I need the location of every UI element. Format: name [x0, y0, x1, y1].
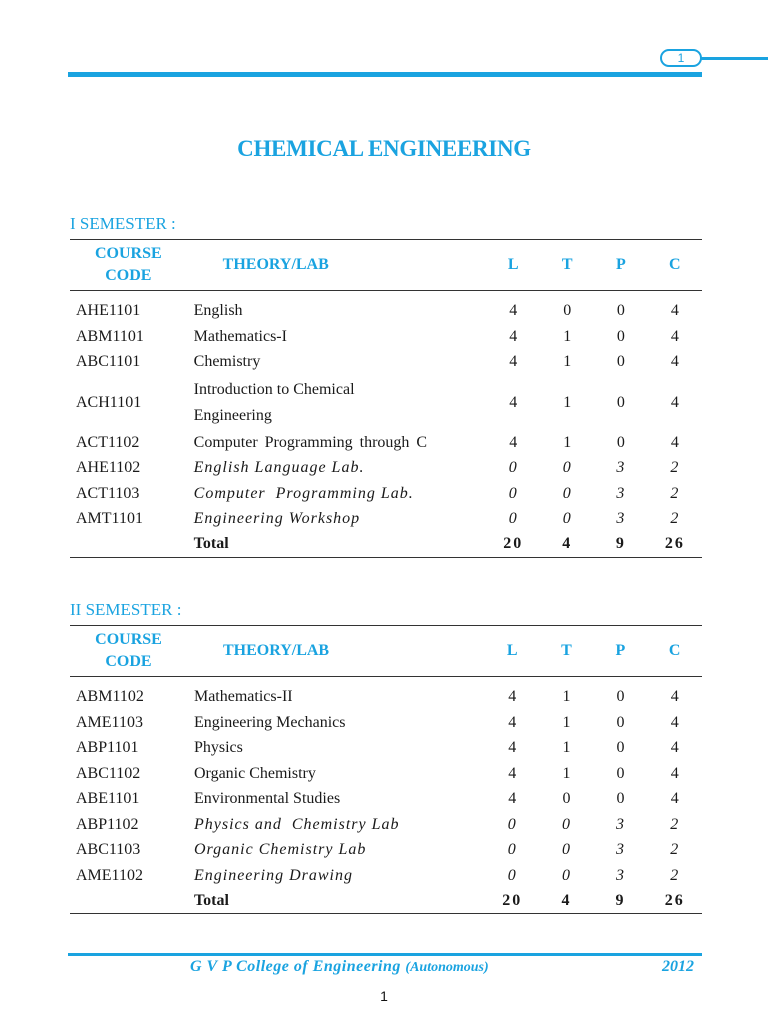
- semester-1-label: I SEMESTER :: [70, 214, 176, 233]
- footer-rule: [68, 953, 702, 956]
- header-rule: [68, 72, 702, 77]
- col-t: T: [561, 642, 572, 659]
- semester-1-header: [70, 240, 702, 291]
- col-l: L: [506, 642, 518, 659]
- col-c: C: [669, 256, 681, 273]
- col-theory-lab: THEORY/LAB: [222, 256, 329, 273]
- semester-2-table: [70, 625, 702, 914]
- semester-2-header: [70, 626, 702, 677]
- table-row: ABP1101 Physics 4 1 0 4: [76, 739, 679, 757]
- table-row: AHE1101 English 4 0 0 4: [76, 302, 679, 320]
- footer-year: 2012: [662, 958, 694, 975]
- table-row: AME1103 Engineering Mechanics 4 1 0 4: [76, 713, 679, 731]
- total-row: Total 20 4 9 26: [193, 891, 685, 909]
- table-row: AMT1101 Engineering Workshop 0 0 3 2: [76, 510, 680, 528]
- table-row: AME1102 Engineering Drawing 0 0 3 2: [76, 866, 680, 884]
- col-p: P: [615, 256, 626, 273]
- semester-1-table: [70, 239, 702, 558]
- page-title: CHEMICAL ENGINEERING: [237, 136, 531, 161]
- page-badge: 1: [660, 49, 702, 67]
- semester-2-label: II SEMESTER :: [70, 600, 182, 619]
- table-row: ABP1102 Physics and Chemistry Lab 0 0 3 2: [76, 815, 680, 833]
- footer-autonomous: (Autonomous): [405, 960, 489, 975]
- col-l: L: [507, 256, 519, 273]
- col-t: T: [561, 256, 573, 273]
- col-theory-lab: THEORY/LAB: [222, 642, 330, 659]
- table-row: ABC1101 Chemistry 4 1 0 4: [76, 353, 679, 371]
- table-row: AHE1102 English Language Lab. 0 0 3 2: [76, 459, 680, 477]
- col-course-code: COURSE CODE: [94, 245, 162, 284]
- table-row: ACT1103 Computer Programming Lab. 0 0 3 2: [76, 484, 680, 502]
- col-course-code: COURSE CODE: [95, 631, 162, 670]
- total-row: Total 20 4 9 26: [193, 535, 685, 553]
- table-row: ABE1101 Environmental Studies 4 0 0 4: [76, 790, 679, 808]
- header-accent-line: [700, 57, 768, 60]
- footer-college-name: G V P College of Engineering (Autonomous): [190, 958, 489, 975]
- col-p: P: [615, 642, 626, 659]
- table-row: ACH1101 Introduction to Chemical Engineering 4 1 0 4: [76, 380, 679, 424]
- table-row: ABC1103 Organic Chemistry Lab 0 0 3 2: [76, 841, 680, 859]
- table-row: ABM1101 Mathematics-I 4 1 0 4: [76, 327, 679, 345]
- page-number: 1: [380, 988, 388, 1004]
- table-row: ABC1102 Organic Chemistry 4 1 0 4: [76, 764, 679, 782]
- table-row: ABM1102 Mathematics-II 4 1 0 4: [76, 688, 679, 706]
- col-c: C: [668, 642, 681, 659]
- table-row: ACT1102 Computer Programming through C 4 1 0 4: [76, 433, 679, 451]
